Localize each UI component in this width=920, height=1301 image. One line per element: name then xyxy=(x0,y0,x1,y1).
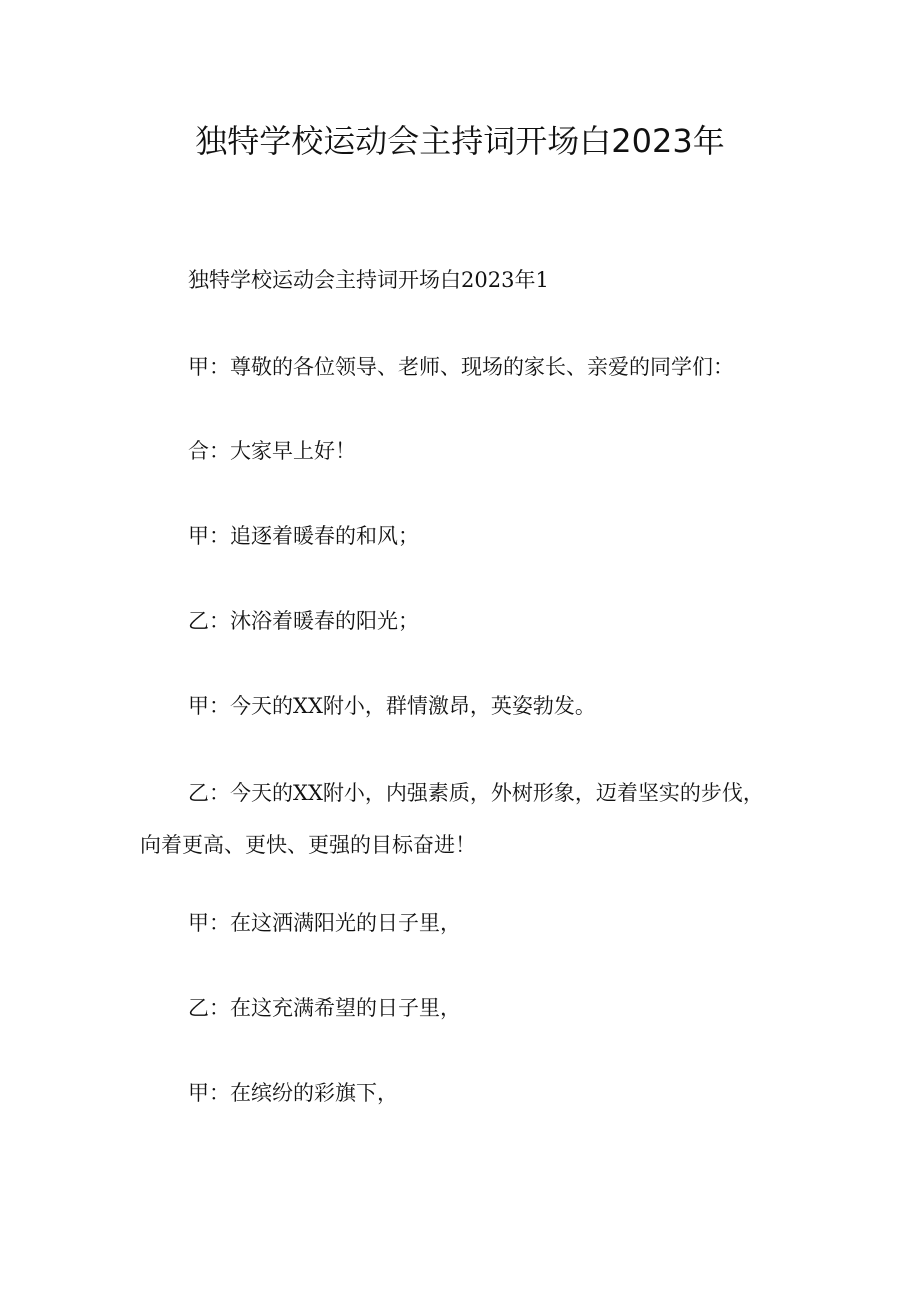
paragraph-line: 甲：在缤纷的彩旗下， xyxy=(188,1081,398,1105)
paragraph-line: 乙：在这充满希望的日子里， xyxy=(188,996,461,1020)
paragraph-line: 甲：今天的XX附小，群情激昂，英姿勃发。 xyxy=(188,694,596,718)
paragraph-line: 甲：尊敬的各位领导、老师、现场的家长、亲爱的同学们： xyxy=(188,355,734,379)
paragraph-line: 乙：沐浴着暖春的阳光； xyxy=(188,609,419,633)
paragraph-line: 甲：追逐着暖春的和风； xyxy=(188,524,419,548)
document-title: 独特学校运动会主持词开场白2023年 xyxy=(195,122,725,160)
paragraph-line: 甲：在这洒满阳光的日子里， xyxy=(188,911,461,935)
paragraph-subtitle: 独特学校运动会主持词开场白2023年1 xyxy=(188,268,549,292)
paragraph-line: 合：大家早上好！ xyxy=(188,439,356,463)
paragraph-line: 乙：今天的XX附小，内强素质，外树形象，迈着坚实的步伐，向着更高、更快、更强的目标奋进！ xyxy=(140,781,764,857)
